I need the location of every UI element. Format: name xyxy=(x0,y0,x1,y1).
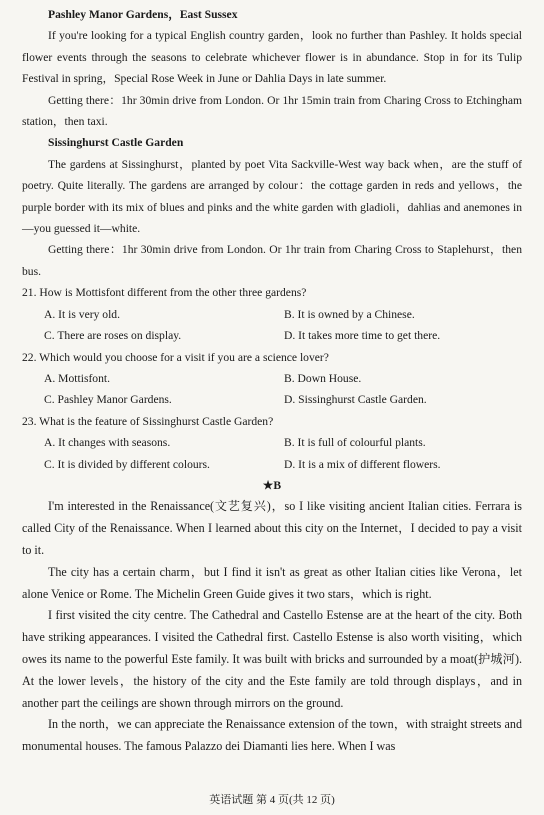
option-d: D. It is a mix of different flowers. xyxy=(284,457,441,471)
question-stem: 23. What is the feature of Sissinghurst Castle Garden? xyxy=(22,414,274,428)
pashley-paragraph-2: Getting there：1hr 30min drive from London. Or 1hr 15min train from Charing Cross to Etchingham station，then taxi. xyxy=(22,93,522,129)
sissinghurst-heading: Sissinghurst Castle Garden xyxy=(48,136,184,150)
option-b: B. It is full of colourful plants. xyxy=(284,436,426,450)
question-options xyxy=(22,304,522,347)
option-c: C. It is divided by different colours. xyxy=(44,457,210,471)
option-d: D. It takes more time to get there. xyxy=(284,329,441,343)
option-a: A. Mottisfont. xyxy=(44,371,111,385)
sissinghurst-paragraph-2: Getting there：1hr 30min drive from London. Or 1hr train from Charing Cross to Staplehurst，then bus. xyxy=(22,243,522,278)
option-d: D. Sissinghurst Castle Garden. xyxy=(284,393,427,407)
question-21 xyxy=(22,282,522,346)
page-footer: 英语试题 第 4 页(共 12 页) xyxy=(209,794,335,806)
passage-b xyxy=(22,496,522,758)
option-c: C. There are roses on display. xyxy=(44,329,182,343)
option-a: A. It changes with seasons. xyxy=(44,436,171,450)
passage-b-paragraph-1: I'm interested in the Renaissance(文艺复兴)，so I like visiting ancient Italian cities. Ferrara is called City of the Renaissance. When I learned about this city on the Internet，I decided to pay a visit to it. xyxy=(22,499,522,557)
sissinghurst-paragraph-1: The gardens at Sissinghurst，planted by poet Vita Sackville-West way back when，are the stuff of poetry. Quite literally. The gardens are arranged by colour：the cottage garden in reds and yellows，the purple border with its mix of blues and pinks and the white garden with gladioli，dahlias and anemones in—you guessed it—white. xyxy=(22,157,522,236)
pashley-paragraph-1: If you're looking for a typical English country garden，look no further than Pashley. It holds special flower events through the seasons to celebrate whichever flower is in abundance. Stop in for its Tulip Festival in spring，Special Rose Week in June or Dahlia Days in late summer. xyxy=(22,29,522,86)
question-stem: 21. How is Mottisfont different from the other three gardens? xyxy=(22,286,307,300)
option-b: B. Down House. xyxy=(284,371,362,385)
question-stem: 22. Which would you choose for a visit if you are a science lover? xyxy=(22,350,329,364)
passage-b-paragraph-3: I first visited the city centre. The Cathedral and Castello Estense are at the heart of the city. Both have striking appearances. I visited the Cathedral first. Castello Estense is also worth visiting，which owes its name to the powerful Este family. It was built with bricks and surrounded by a moat(护城河). At the lower levels，the history of the city and the Este family are told through displays，and in another part the ceilings are shown through mirrors on the ground. xyxy=(22,608,522,710)
question-23 xyxy=(22,411,522,475)
option-c: C. Pashley Manor Gardens. xyxy=(44,393,172,407)
passage-b-paragraph-2: The city has a certain charm，but I find it isn't as great as other Italian cities like Verona，let alone Venice or Rome. The Michelin Green Guide gives it two stars，which is right. xyxy=(22,564,522,601)
question-options xyxy=(22,368,522,411)
question-options xyxy=(22,432,522,475)
passage-b-paragraph-4: In the north，we can appreciate the Renaissance extension of the town，with straight streets and monumental houses. The famous Palazzo dei Diamanti lies here. When I was xyxy=(22,717,522,754)
pashley-heading: Pashley Manor Gardens，East Sussex xyxy=(48,8,238,21)
section-b-mark: ★B xyxy=(262,478,282,492)
question-22 xyxy=(22,347,522,411)
option-b: B. It is owned by a Chinese. xyxy=(284,307,415,321)
option-a: A. It is very old. xyxy=(44,307,120,321)
